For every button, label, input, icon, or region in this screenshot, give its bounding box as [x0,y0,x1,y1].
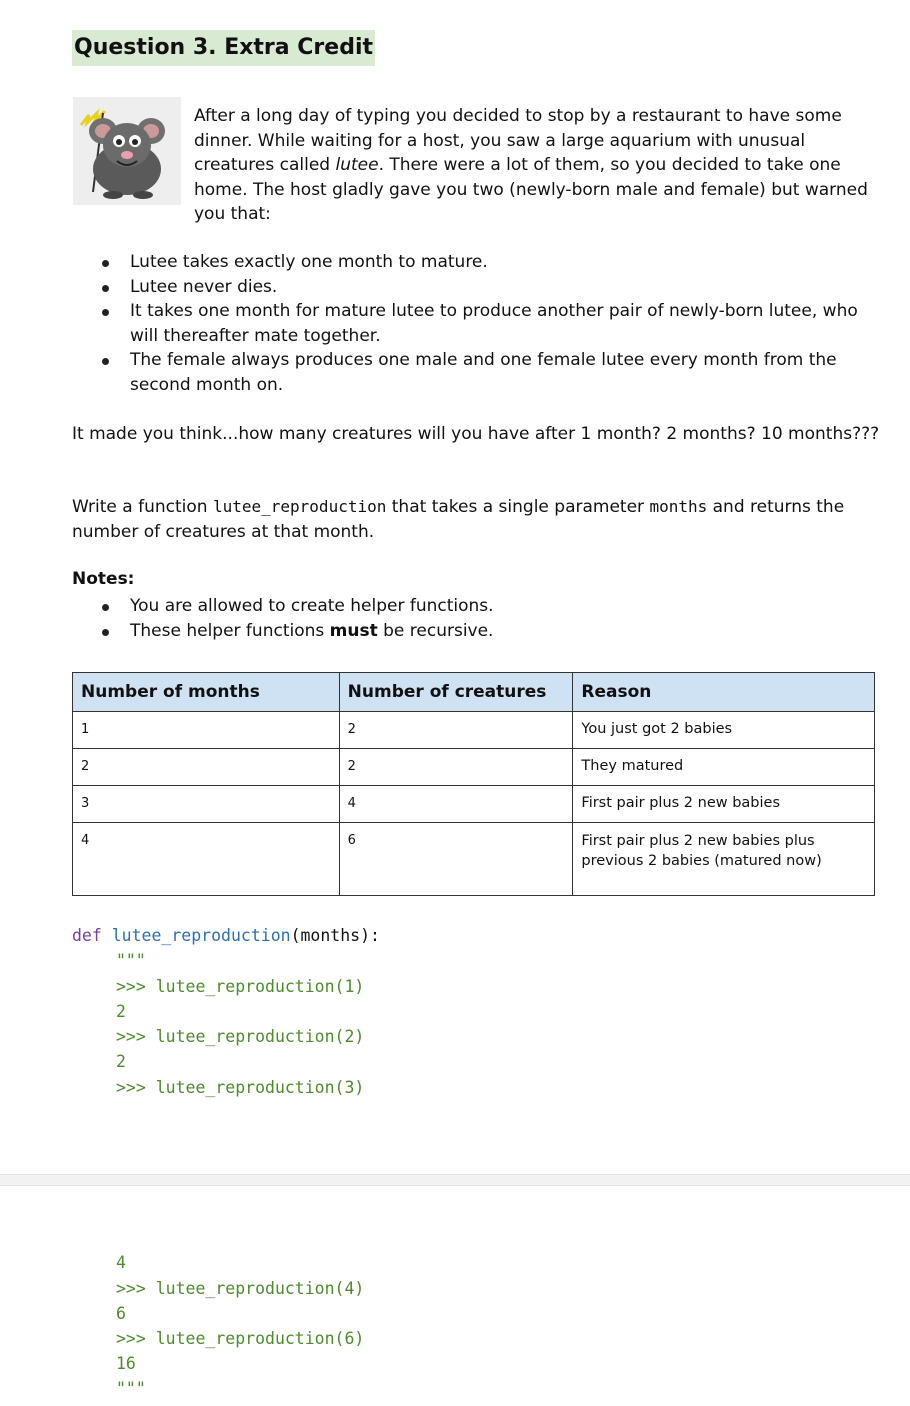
note-text: be recursive. [377,620,494,641]
task-text: and returns the number of creatures at that month. [72,497,845,542]
question-paragraph: It made you think...how many creatures will you have after 1 month? 2 months? 10 months??? [72,424,880,444]
list-item [72,250,872,275]
rule-text: Lutee takes exactly one month to mature. [130,252,488,272]
note-text: These helper functions [130,620,330,641]
task-paragraph [72,495,882,544]
note-emphasis: must [329,620,378,641]
code-line: >>> lutee_reproduction(3) [116,1078,365,1097]
reason-cell: They matured [573,749,875,786]
list-item [72,594,772,619]
header-creatures: Number of creatures [339,673,573,712]
task-text: Write a function [72,497,213,517]
table-row [73,712,875,749]
list-item [72,275,872,300]
page-title: Question 3. Extra Credit [72,30,375,66]
docstring-close: """ [116,1379,146,1398]
page-break-divider [0,1174,910,1186]
code-signature [72,923,380,948]
rules-list [72,250,872,398]
list-item [72,619,772,644]
table-row [73,823,875,896]
header-months: Number of months [73,673,340,712]
intro-paragraph [194,104,884,227]
example-table [72,672,875,896]
creatures-cell: 2 [339,749,573,786]
code-line: >>> lutee_reproduction(1) [116,977,365,996]
bullet-icon [102,285,109,292]
months-cell: 1 [73,712,340,749]
table-row [73,786,875,823]
bullet-icon [102,358,109,365]
code-line: 2 [116,1052,126,1071]
code-params: (months): [290,926,380,945]
task-text: that takes a single parameter [386,497,650,517]
reason-cell: First pair plus 2 new babies [573,786,875,823]
bullet-icon [102,629,109,636]
code-line: >>> lutee_reproduction(2) [116,1027,365,1046]
creature-name: lutee [335,155,379,176]
intro-text: After a long day of typing you decided to stop by a restaurant to have some dinner. While waiting for a host, you saw a large aquarium with unusual creatures called [194,106,842,176]
note-text: You are allowed to create helper functions. [130,596,494,616]
code-line: 4 [116,1253,126,1272]
code-function-name: lutee_reproduction [111,926,291,945]
creatures-cell: 4 [339,786,573,823]
reason-cell: You just got 2 babies [573,712,875,749]
bullet-icon [102,260,109,267]
rule-text: It takes one month for mature lutee to produce another pair of newly-born lutee, who will thereafter mate together. [130,301,858,346]
code-keyword: def [72,926,102,945]
function-name: lutee_reproduction [212,497,387,516]
reason-cell: First pair plus 2 new babies plus previous 2 babies (matured now) [573,823,875,896]
rule-text: Lutee never dies. [130,276,278,297]
bullet-icon [102,309,109,316]
header-reason: Reason [573,673,875,712]
months-cell: 2 [73,749,340,786]
list-item [72,299,872,348]
code-line: 6 [116,1304,126,1323]
months-cell: 3 [73,786,340,823]
creatures-cell: 6 [339,823,573,896]
code-line: >>> lutee_reproduction(4) [116,1279,365,1298]
table-row [73,749,875,786]
code-line: >>> lutee_reproduction(6) [116,1329,365,1348]
mouse-wizard-icon [73,97,181,205]
mascot-image [73,97,181,205]
param-name: months [649,497,708,516]
table-header-row [73,673,875,712]
list-item [72,348,872,397]
code-line: 2 [116,1002,126,1021]
months-cell: 4 [73,823,340,896]
notes-heading: Notes: [72,569,135,589]
code-line: 16 [116,1354,136,1373]
rule-text: The female always produces one male and one female lutee every month from the second month on. [130,350,837,395]
creatures-cell: 2 [339,712,573,749]
notes-list [72,594,772,643]
docstring-open: """ [116,951,146,970]
bullet-icon [102,604,109,611]
intro-text-end: . There were a lot of them, so you decided to take one home. The host gladly gave you two (newly-born male and female) but warned you that: [194,155,868,225]
